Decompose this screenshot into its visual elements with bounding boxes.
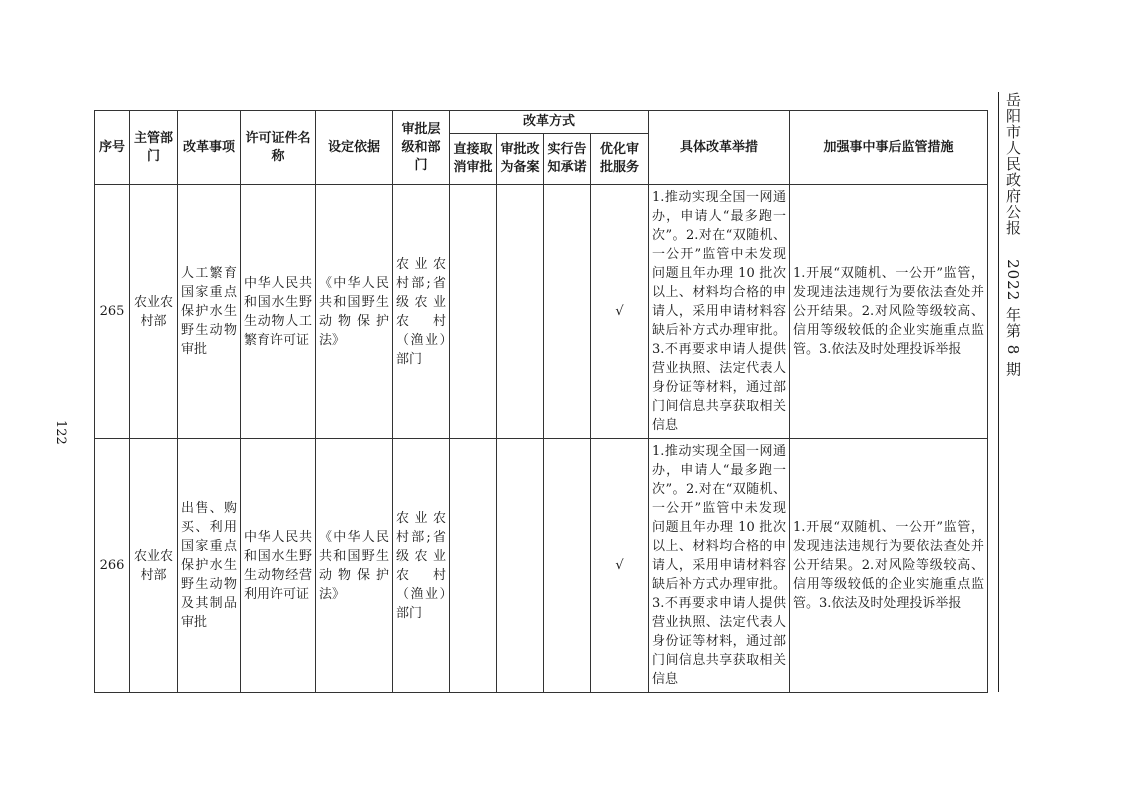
header-level: 审批层级和部门 <box>393 111 450 185</box>
row-level: 农业农村部;省级农业农村（渔业）部门 <box>393 439 450 693</box>
row-supervision: 1.开展“双随机、一公开”监管，发现违法违规行为要依法查处并公开结果。2.对风险等级较高、信用等级较低的企业实施重点监管。3.依法及时处理投诉举报 <box>790 439 988 693</box>
row-seq: 266 <box>95 439 130 693</box>
page-number: 122 <box>53 420 68 445</box>
row-basis: 《中华人民共和国野生动物保护法》 <box>316 439 393 693</box>
side-divider <box>998 92 999 692</box>
row-mode-record <box>497 439 544 693</box>
header-dept: 主管部门 <box>130 111 178 185</box>
header-mode-cancel: 直接取消审批 <box>450 134 497 185</box>
row-level: 农业农村部;省级农业农村（渔业）部门 <box>393 185 450 439</box>
header-basis: 设定依据 <box>316 111 393 185</box>
header-measures: 具体改革举措 <box>649 111 790 185</box>
reform-table <box>94 110 988 693</box>
header-supervision: 加强事中事后监管措施 <box>790 111 988 185</box>
table-row <box>95 185 988 439</box>
row-item: 人工繁育国家重点保护水生野生动物审批 <box>178 185 241 439</box>
table-row <box>95 439 988 693</box>
row-supervision: 1.开展“双随机、一公开”监管，发现违法违规行为要依法查处并公开结果。2.对风险等级较高、信用等级较低的企业实施重点监管。3.依法及时处理投诉举报 <box>790 185 988 439</box>
row-license: 中华人民共和国水生野生动物人工繁育许可证 <box>241 185 316 439</box>
row-mode-cancel <box>450 439 497 693</box>
row-item: 出售、购买、利用国家重点保护水生野生动物及其制品审批 <box>178 439 241 693</box>
header-seq: 序号 <box>95 111 130 185</box>
row-basis: 《中华人民共和国野生动物保护法》 <box>316 185 393 439</box>
journal-issue: 2022 年第 8 期 <box>1004 259 1022 378</box>
row-license: 中华人民共和国水生野生动物经营利用许可证 <box>241 439 316 693</box>
row-mode-optimize-check: √ <box>591 439 649 693</box>
header-mode-optimize: 优化审批服务 <box>591 134 649 185</box>
header-mode-record: 审批改为备案 <box>497 134 544 185</box>
row-mode-cancel <box>450 185 497 439</box>
header-reform-mode: 改革方式 <box>450 111 649 134</box>
row-measures: 1.推动实现全国一网通办，申请人“最多跑一次”。2.对在“双随机、一公开”监管中未发现问题且年办理 10 批次以上、材料均合格的申请人，采用申请材料容缺后补方式办理审批。3.不再要求申请人提供营业执照、法定代表人身份证等材料，通过部门间信息共享获取相关信息 <box>649 185 790 439</box>
row-dept: 农业农村部 <box>130 185 178 439</box>
row-mode-optimize-check: √ <box>591 185 649 439</box>
header-mode-promise: 实行告知承诺 <box>544 134 591 185</box>
row-mode-record <box>497 185 544 439</box>
journal-header <box>1003 92 1024 377</box>
row-mode-promise <box>544 185 591 439</box>
row-measures: 1.推动实现全国一网通办，申请人“最多跑一次”。2.对在“双随机、一公开”监管中未发现问题且年办理 10 批次以上、材料均合格的申请人，采用申请材料容缺后补方式办理审批。3.不再要求申请人提供营业执照、法定代表人身份证等材料，通过部门间信息共享获取相关信息 <box>649 439 790 693</box>
row-seq: 265 <box>95 185 130 439</box>
header-license: 许可证件名称 <box>241 111 316 185</box>
row-mode-promise <box>544 439 591 693</box>
row-dept: 农业农村部 <box>130 439 178 693</box>
header-item: 改革事项 <box>178 111 241 185</box>
journal-name: 岳阳市人民政府公报 <box>1004 92 1022 236</box>
